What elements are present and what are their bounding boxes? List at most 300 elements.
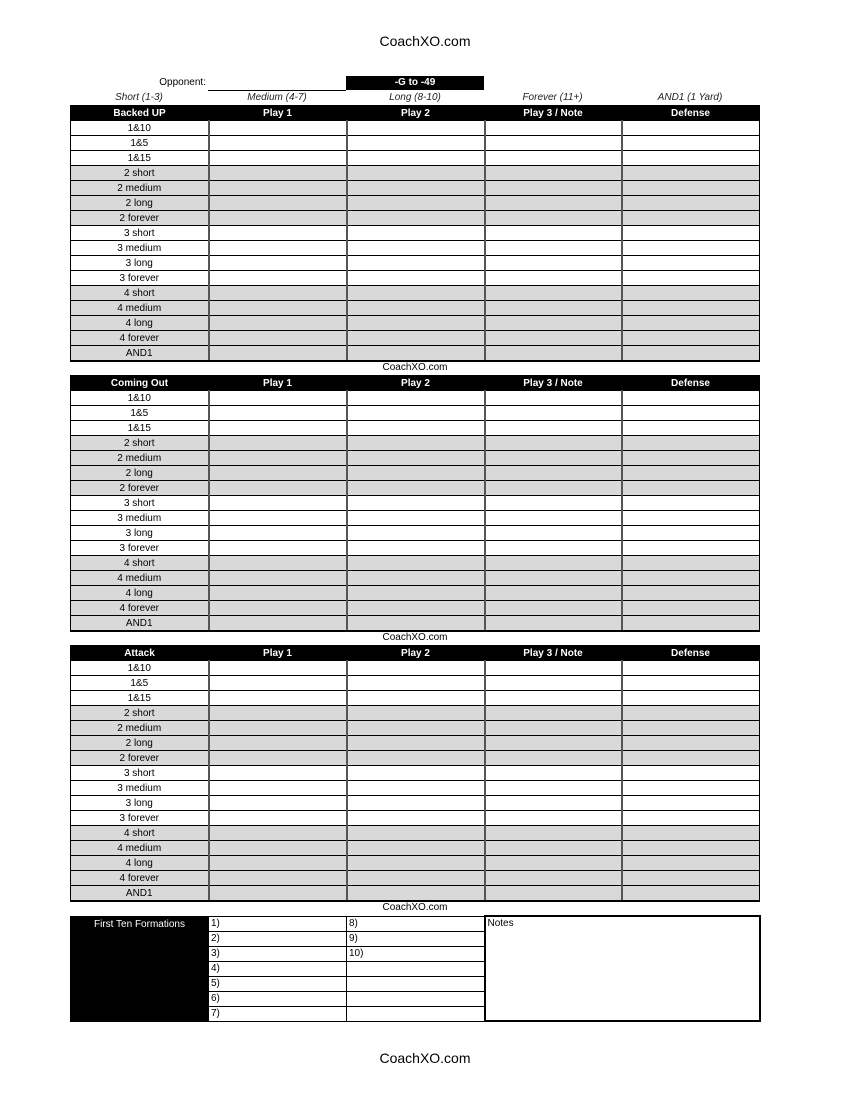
- table-row: [71, 511, 760, 526]
- first-ten-formations-table: [70, 915, 761, 1022]
- formation-slot[interactable]: 1): [209, 916, 347, 931]
- formation-slot[interactable]: 5): [209, 976, 347, 991]
- play-cell[interactable]: [209, 886, 347, 902]
- play-cell[interactable]: [485, 526, 622, 541]
- play-cell[interactable]: [622, 301, 760, 316]
- play-cell[interactable]: [209, 451, 347, 466]
- section-title: Coming Out: [71, 376, 209, 391]
- play-cell[interactable]: [209, 196, 347, 211]
- formation-slot[interactable]: 3): [209, 946, 347, 961]
- table-row: [71, 496, 760, 511]
- formation-slot[interactable]: 10): [347, 946, 485, 961]
- play-cell[interactable]: [485, 571, 622, 586]
- play-cell[interactable]: [622, 136, 760, 151]
- play-cell[interactable]: [347, 616, 485, 632]
- play-cell[interactable]: [485, 196, 622, 211]
- play-cell[interactable]: [347, 886, 485, 902]
- table-row: [71, 241, 760, 256]
- play-cell[interactable]: [485, 406, 622, 421]
- situation-label: 1&10: [71, 121, 209, 136]
- situation-label: 1&5: [71, 136, 209, 151]
- play-cell[interactable]: [622, 241, 760, 256]
- play-cell[interactable]: [347, 256, 485, 271]
- play-cell[interactable]: [622, 211, 760, 226]
- situation-label: 3 long: [71, 796, 209, 811]
- play-cell[interactable]: [347, 226, 485, 241]
- play-cell[interactable]: [622, 676, 760, 691]
- play-cell[interactable]: [209, 211, 347, 226]
- play-cell[interactable]: [209, 571, 347, 586]
- play-cell[interactable]: [209, 136, 347, 151]
- play-cell[interactable]: [347, 511, 485, 526]
- table-row: [71, 286, 760, 301]
- play-cell[interactable]: [209, 316, 347, 331]
- play-cell[interactable]: [622, 451, 760, 466]
- play-cell[interactable]: [347, 331, 485, 346]
- play-cell[interactable]: [209, 856, 347, 871]
- play-cell[interactable]: [209, 271, 347, 286]
- play-cell[interactable]: [622, 601, 760, 616]
- play-cell[interactable]: [485, 811, 622, 826]
- table-row: [71, 661, 760, 676]
- play-cell[interactable]: [209, 676, 347, 691]
- section-title: Backed UP: [71, 106, 209, 121]
- table-row: [71, 826, 760, 841]
- situation-label: 3 short: [71, 496, 209, 511]
- play-cell[interactable]: [622, 841, 760, 856]
- column-header: Play 1: [209, 646, 347, 661]
- play-cell[interactable]: [485, 736, 622, 751]
- play-cell[interactable]: [347, 316, 485, 331]
- formation-slot[interactable]: 4): [209, 961, 347, 976]
- play-cell[interactable]: [622, 661, 760, 676]
- situation-label: 3 forever: [71, 271, 209, 286]
- table-row: [71, 151, 760, 166]
- play-cell[interactable]: [209, 601, 347, 616]
- play-cell[interactable]: [347, 601, 485, 616]
- play-cell[interactable]: [209, 691, 347, 706]
- play-cell[interactable]: [622, 541, 760, 556]
- situation-label: 2 short: [71, 706, 209, 721]
- table-row: [71, 391, 760, 406]
- formation-slot[interactable]: [347, 976, 485, 991]
- notes-area[interactable]: Notes: [485, 916, 760, 1021]
- play-cell[interactable]: [485, 211, 622, 226]
- play-cell[interactable]: [347, 301, 485, 316]
- play-cell[interactable]: [209, 436, 347, 451]
- table-row: [71, 736, 760, 751]
- situation-label: 1&15: [71, 421, 209, 436]
- play-cell[interactable]: [485, 826, 622, 841]
- play-cell[interactable]: [347, 346, 485, 362]
- situation-label: 2 short: [71, 166, 209, 181]
- formation-slot[interactable]: [347, 961, 485, 976]
- play-cell[interactable]: [209, 526, 347, 541]
- play-cell[interactable]: [209, 736, 347, 751]
- play-cell[interactable]: [209, 466, 347, 481]
- play-cell[interactable]: [209, 721, 347, 736]
- play-cell[interactable]: [485, 316, 622, 331]
- play-cell[interactable]: [209, 181, 347, 196]
- column-header: Defense: [622, 106, 760, 121]
- play-cell[interactable]: [347, 466, 485, 481]
- table-row: [71, 781, 760, 796]
- play-cell[interactable]: [209, 166, 347, 181]
- play-cell[interactable]: [347, 736, 485, 751]
- play-cell[interactable]: [622, 346, 760, 362]
- play-cell[interactable]: [622, 151, 760, 166]
- table-row: [71, 331, 760, 346]
- table-row: [71, 136, 760, 151]
- situation-label: 4 short: [71, 286, 209, 301]
- play-cell[interactable]: [485, 496, 622, 511]
- play-cell[interactable]: [347, 571, 485, 586]
- play-cell[interactable]: [622, 691, 760, 706]
- play-cell[interactable]: [485, 721, 622, 736]
- table-header: [71, 106, 760, 121]
- play-cell[interactable]: [347, 676, 485, 691]
- situation-label: 4 medium: [71, 301, 209, 316]
- play-cell[interactable]: [485, 226, 622, 241]
- play-cell[interactable]: [485, 166, 622, 181]
- play-cell[interactable]: [209, 391, 347, 406]
- play-cell[interactable]: [347, 166, 485, 181]
- play-cell[interactable]: [622, 121, 760, 136]
- play-cell[interactable]: [347, 541, 485, 556]
- play-cell[interactable]: [622, 886, 760, 902]
- situation-label: 2 forever: [71, 751, 209, 766]
- play-cell[interactable]: [209, 226, 347, 241]
- column-header: Play 2: [347, 376, 485, 391]
- table-row: [71, 841, 760, 856]
- play-cell[interactable]: [622, 556, 760, 571]
- table-row: [71, 811, 760, 826]
- play-cell[interactable]: [347, 556, 485, 571]
- play-cell[interactable]: [622, 436, 760, 451]
- play-cell[interactable]: [622, 511, 760, 526]
- play-cell[interactable]: [347, 721, 485, 736]
- play-cell[interactable]: [485, 271, 622, 286]
- situation-label: 4 medium: [71, 841, 209, 856]
- play-cell[interactable]: [209, 751, 347, 766]
- play-cell[interactable]: [485, 346, 622, 362]
- table-row: [71, 301, 760, 316]
- play-cell[interactable]: [622, 391, 760, 406]
- play-cell[interactable]: [347, 526, 485, 541]
- play-cell[interactable]: [347, 826, 485, 841]
- play-cell[interactable]: [622, 196, 760, 211]
- play-cell[interactable]: [209, 556, 347, 571]
- formation-slot[interactable]: 9): [347, 931, 485, 946]
- play-cell[interactable]: [347, 136, 485, 151]
- play-cell[interactable]: [209, 511, 347, 526]
- situation-label: 2 long: [71, 736, 209, 751]
- play-cell[interactable]: [622, 226, 760, 241]
- play-cell[interactable]: [485, 661, 622, 676]
- column-header: Play 3 / Note: [485, 646, 622, 661]
- play-cell[interactable]: [209, 826, 347, 841]
- play-cell[interactable]: [209, 121, 347, 136]
- play-cell[interactable]: [209, 151, 347, 166]
- play-cell[interactable]: [209, 871, 347, 886]
- play-cell[interactable]: [347, 286, 485, 301]
- play-cell[interactable]: [347, 181, 485, 196]
- play-cell[interactable]: [209, 421, 347, 436]
- legend-short: Short (1-3): [115, 92, 163, 103]
- play-cell[interactable]: [622, 526, 760, 541]
- play-cell[interactable]: [622, 466, 760, 481]
- situation-label: 3 long: [71, 526, 209, 541]
- situation-label: 4 long: [71, 316, 209, 331]
- play-cell[interactable]: [209, 781, 347, 796]
- play-cell[interactable]: [209, 811, 347, 826]
- play-cell[interactable]: [485, 676, 622, 691]
- play-cell[interactable]: [347, 406, 485, 421]
- situation-label: 2 medium: [71, 721, 209, 736]
- table-row: [71, 271, 760, 286]
- play-cell[interactable]: [347, 451, 485, 466]
- opponent-field[interactable]: [208, 77, 346, 91]
- play-cell[interactable]: [622, 616, 760, 632]
- play-cell[interactable]: [622, 706, 760, 721]
- play-cell[interactable]: [622, 256, 760, 271]
- play-cell[interactable]: [622, 496, 760, 511]
- play-cell[interactable]: [209, 406, 347, 421]
- play-cell[interactable]: [485, 586, 622, 601]
- situation-label: 4 short: [71, 826, 209, 841]
- table-row: [71, 481, 760, 496]
- table-row: [71, 181, 760, 196]
- situation-label: 4 long: [71, 586, 209, 601]
- play-cell[interactable]: [347, 796, 485, 811]
- play-cell[interactable]: [485, 616, 622, 632]
- play-cell[interactable]: [347, 811, 485, 826]
- play-cell[interactable]: [485, 391, 622, 406]
- table-row: [71, 721, 760, 736]
- play-cell[interactable]: [622, 481, 760, 496]
- play-cell[interactable]: [209, 766, 347, 781]
- column-header: Defense: [622, 646, 760, 661]
- play-cell[interactable]: [622, 811, 760, 826]
- play-cell[interactable]: [485, 481, 622, 496]
- play-cell[interactable]: [485, 436, 622, 451]
- play-cell[interactable]: [485, 886, 622, 902]
- situation-label: 2 long: [71, 196, 209, 211]
- play-cell[interactable]: [347, 481, 485, 496]
- play-cell[interactable]: [622, 721, 760, 736]
- play-cell[interactable]: [485, 466, 622, 481]
- play-cell[interactable]: [485, 706, 622, 721]
- play-cell[interactable]: [347, 871, 485, 886]
- play-cell[interactable]: [485, 121, 622, 136]
- table-row: [71, 211, 760, 226]
- play-cell[interactable]: [485, 181, 622, 196]
- situation-label: 3 medium: [71, 241, 209, 256]
- play-cell[interactable]: [622, 586, 760, 601]
- play-cell[interactable]: [622, 826, 760, 841]
- table-row: [71, 886, 760, 902]
- play-cell[interactable]: [622, 286, 760, 301]
- play-cell[interactable]: [622, 316, 760, 331]
- play-cell[interactable]: [622, 766, 760, 781]
- formation-slot[interactable]: 8): [347, 916, 485, 931]
- play-cell[interactable]: [485, 256, 622, 271]
- play-cell[interactable]: [485, 286, 622, 301]
- situation-label: 3 medium: [71, 511, 209, 526]
- play-cell[interactable]: [347, 436, 485, 451]
- play-cell[interactable]: [209, 706, 347, 721]
- column-header: Play 1: [209, 376, 347, 391]
- formation-slot[interactable]: 7): [209, 1006, 347, 1021]
- play-cell[interactable]: [347, 856, 485, 871]
- play-cell[interactable]: [209, 616, 347, 632]
- play-cell[interactable]: [347, 196, 485, 211]
- table-row: [71, 406, 760, 421]
- play-cell[interactable]: [209, 301, 347, 316]
- play-cell[interactable]: [209, 346, 347, 362]
- play-cell[interactable]: [347, 241, 485, 256]
- play-cell[interactable]: [622, 736, 760, 751]
- situation-label: 1&15: [71, 691, 209, 706]
- section-footer: CoachXO.com: [382, 902, 448, 913]
- play-cell[interactable]: [622, 571, 760, 586]
- formation-slot[interactable]: [347, 991, 485, 1006]
- table-row: [71, 421, 760, 436]
- table-header: [71, 646, 760, 661]
- play-cell[interactable]: [347, 586, 485, 601]
- play-cell[interactable]: [209, 286, 347, 301]
- situation-label: 3 forever: [71, 541, 209, 556]
- formation-slot[interactable]: 6): [209, 991, 347, 1006]
- table-row: [71, 466, 760, 481]
- column-header: Play 1: [209, 106, 347, 121]
- play-cell[interactable]: [209, 256, 347, 271]
- situation-label: 1&5: [71, 406, 209, 421]
- table-header: [71, 376, 760, 391]
- play-cell[interactable]: [485, 511, 622, 526]
- play-cell[interactable]: [485, 796, 622, 811]
- situation-label: 1&10: [71, 391, 209, 406]
- play-cell[interactable]: [622, 781, 760, 796]
- table-row: [71, 691, 760, 706]
- column-header: Play 2: [347, 646, 485, 661]
- formation-slot[interactable]: [347, 1006, 485, 1021]
- play-cell[interactable]: [485, 841, 622, 856]
- play-cell[interactable]: [209, 796, 347, 811]
- situation-label: AND1: [71, 886, 209, 902]
- legend-medium: Medium (4-7): [247, 92, 307, 103]
- play-cell[interactable]: [485, 151, 622, 166]
- play-cell[interactable]: [347, 661, 485, 676]
- play-cell[interactable]: [347, 751, 485, 766]
- formation-slot[interactable]: 2): [209, 931, 347, 946]
- play-cell[interactable]: [485, 331, 622, 346]
- play-cell[interactable]: [347, 766, 485, 781]
- play-cell[interactable]: [209, 496, 347, 511]
- column-header: Play 3 / Note: [485, 106, 622, 121]
- situation-label: 3 long: [71, 256, 209, 271]
- situation-label: 1&10: [71, 661, 209, 676]
- table-row: [71, 256, 760, 271]
- play-cell[interactable]: [622, 421, 760, 436]
- play-cell[interactable]: [209, 331, 347, 346]
- play-cell[interactable]: [209, 841, 347, 856]
- play-cell[interactable]: [622, 796, 760, 811]
- play-cell[interactable]: [347, 121, 485, 136]
- table-row: [71, 751, 760, 766]
- play-cell[interactable]: [347, 151, 485, 166]
- play-cell[interactable]: [209, 541, 347, 556]
- play-cell[interactable]: [347, 496, 485, 511]
- play-cell[interactable]: [485, 601, 622, 616]
- play-cell[interactable]: [485, 541, 622, 556]
- section-title: Attack: [71, 646, 209, 661]
- play-cell[interactable]: [485, 451, 622, 466]
- play-cell[interactable]: [622, 406, 760, 421]
- table-row: [71, 316, 760, 331]
- table-row: [71, 541, 760, 556]
- play-cell[interactable]: [622, 751, 760, 766]
- play-cell[interactable]: [485, 556, 622, 571]
- play-table-1: [70, 375, 760, 632]
- opponent-label: Opponent:: [159, 77, 206, 88]
- play-cell[interactable]: [485, 766, 622, 781]
- formations-title: First Ten Formations: [71, 916, 209, 1021]
- play-cell[interactable]: [622, 271, 760, 286]
- table-row: [71, 601, 760, 616]
- play-cell[interactable]: [485, 421, 622, 436]
- table-row: [71, 706, 760, 721]
- play-cell[interactable]: [209, 661, 347, 676]
- play-cell[interactable]: [209, 586, 347, 601]
- play-cell[interactable]: [622, 856, 760, 871]
- play-cell[interactable]: [209, 241, 347, 256]
- play-cell[interactable]: [622, 166, 760, 181]
- situation-label: 3 short: [71, 766, 209, 781]
- table-row: [71, 616, 760, 632]
- section-footer: CoachXO.com: [382, 362, 448, 373]
- play-table-2: [70, 645, 760, 902]
- legend-and1: AND1 (1 Yard): [657, 92, 723, 103]
- play-cell[interactable]: [622, 871, 760, 886]
- situation-label: 2 medium: [71, 451, 209, 466]
- play-cell[interactable]: [485, 871, 622, 886]
- play-cell[interactable]: [622, 181, 760, 196]
- play-cell[interactable]: [347, 211, 485, 226]
- situation-label: AND1: [71, 616, 209, 632]
- play-cell[interactable]: [347, 706, 485, 721]
- play-cell[interactable]: [485, 691, 622, 706]
- play-cell[interactable]: [485, 136, 622, 151]
- play-cell[interactable]: [347, 841, 485, 856]
- situation-label: 3 short: [71, 226, 209, 241]
- play-cell[interactable]: [485, 781, 622, 796]
- page-title: CoachXO.com: [379, 33, 471, 49]
- play-cell[interactable]: [485, 301, 622, 316]
- play-cell[interactable]: [347, 421, 485, 436]
- play-cell[interactable]: [622, 331, 760, 346]
- play-cell[interactable]: [347, 691, 485, 706]
- situation-label: 2 medium: [71, 181, 209, 196]
- play-cell[interactable]: [209, 481, 347, 496]
- play-cell[interactable]: [485, 751, 622, 766]
- play-cell[interactable]: [485, 856, 622, 871]
- play-cell[interactable]: [485, 241, 622, 256]
- situation-label: 4 short: [71, 556, 209, 571]
- play-cell[interactable]: [347, 391, 485, 406]
- play-cell[interactable]: [347, 271, 485, 286]
- play-cell[interactable]: [347, 781, 485, 796]
